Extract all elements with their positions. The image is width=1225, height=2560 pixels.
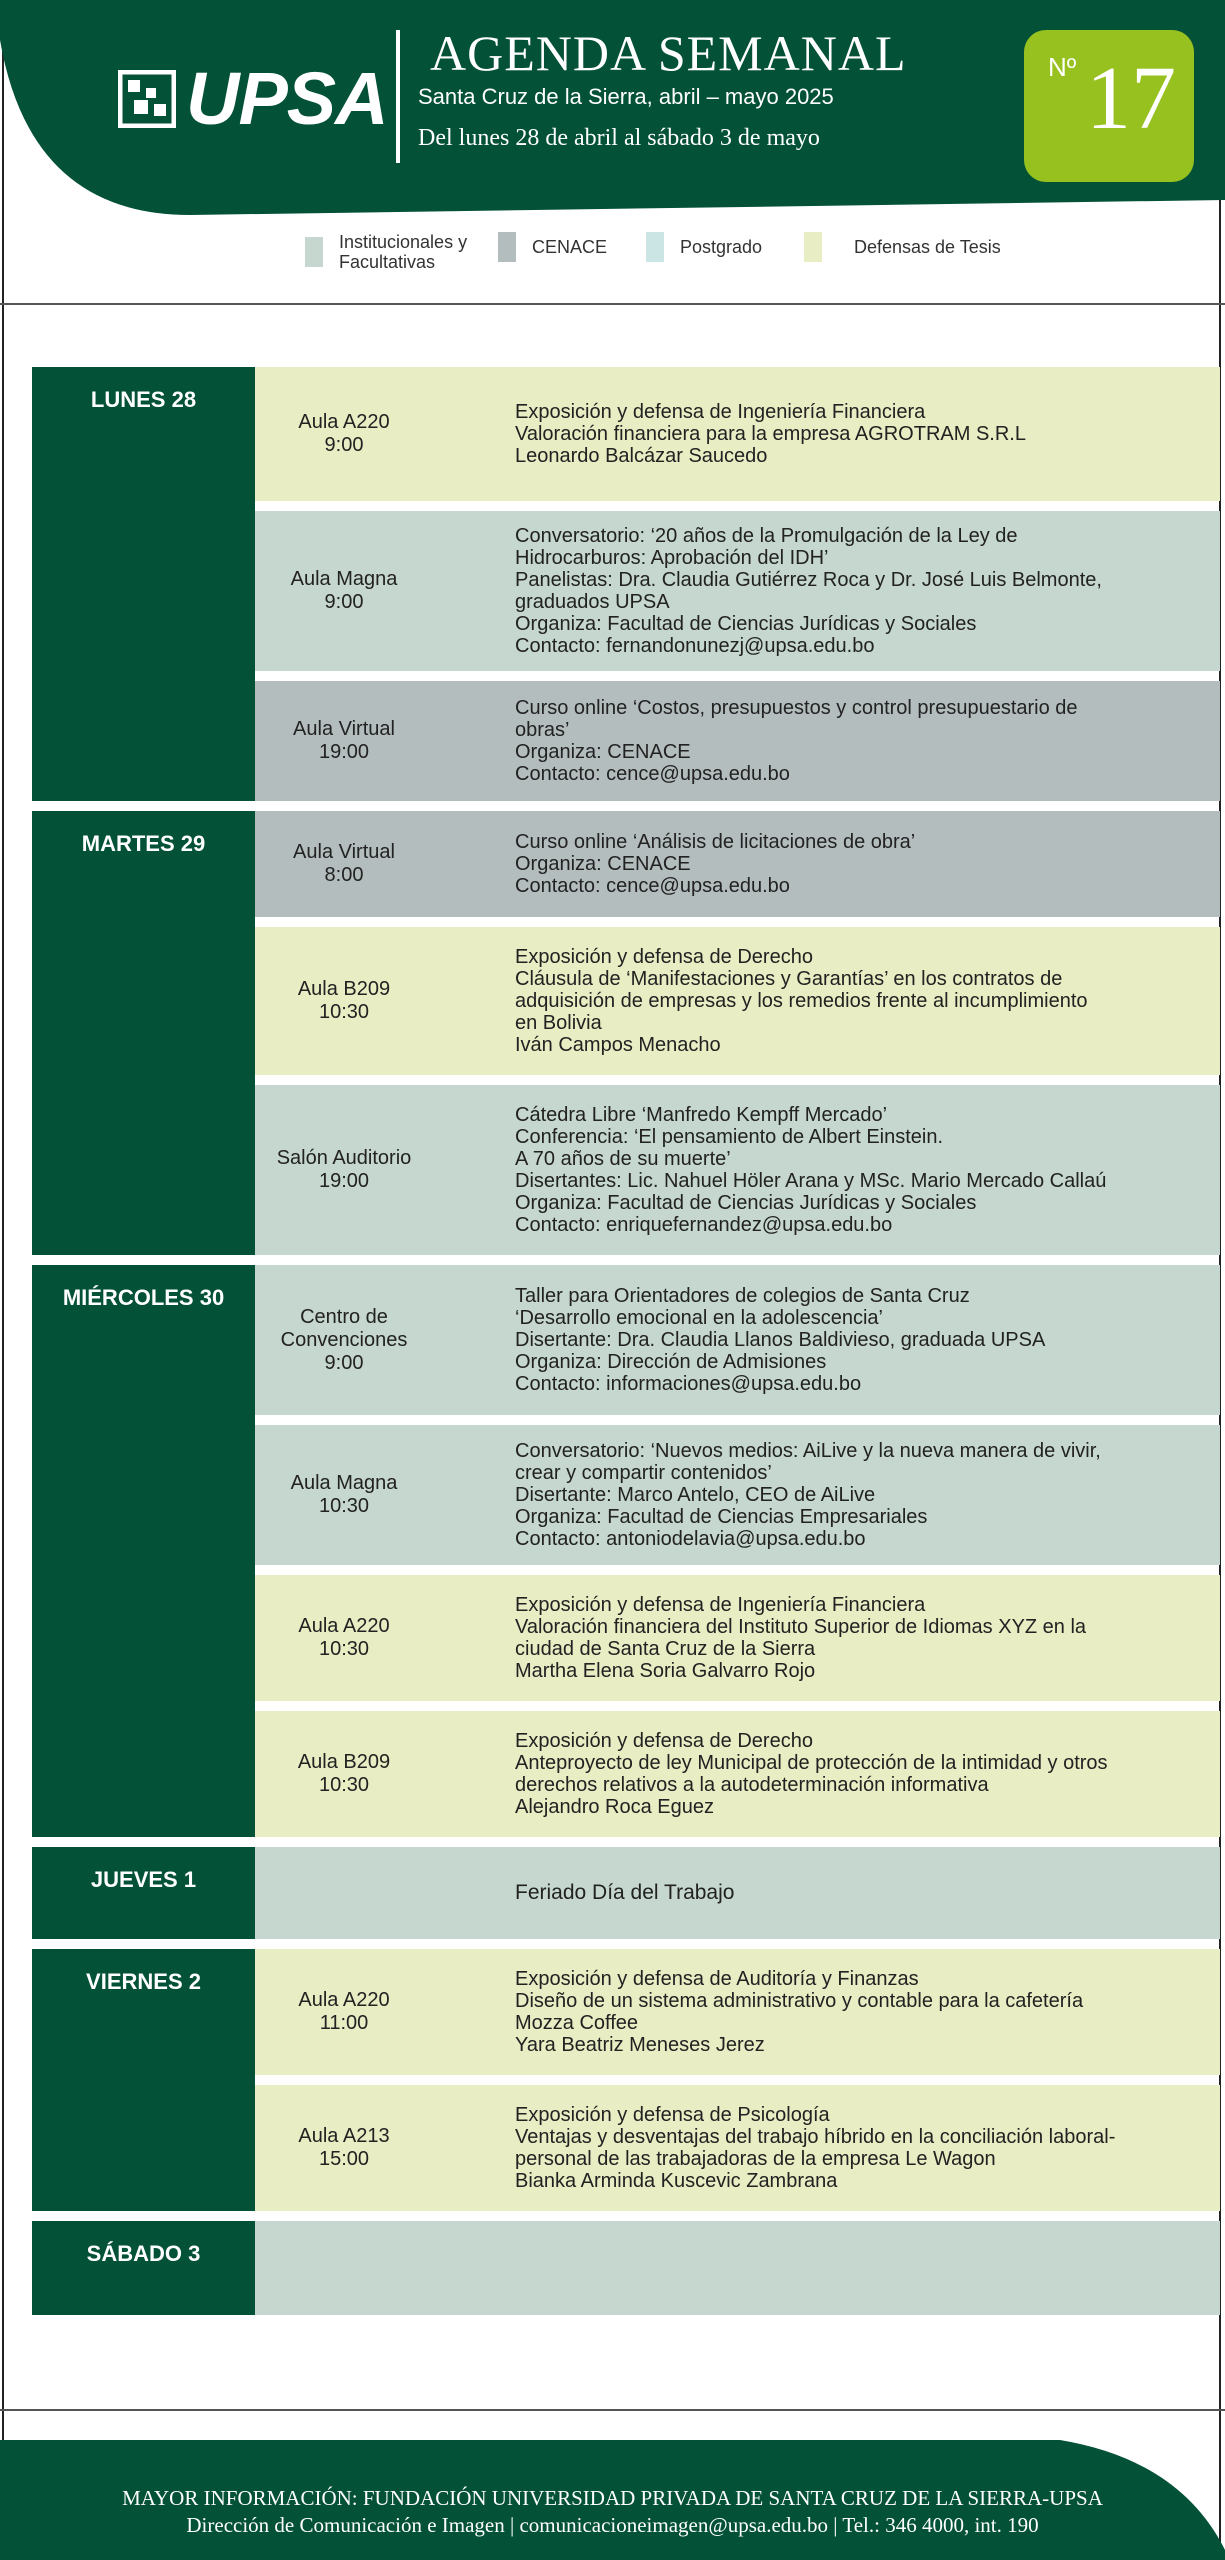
event-detail-line: Exposición y defensa de Ingeniería Financiera xyxy=(515,1594,926,1616)
event-details xyxy=(515,1730,1116,1818)
event-place-line: Aula B209 xyxy=(297,978,391,1000)
event-detail-line: Anteproyecto de ley Municipal de protección de la intimidad y otros xyxy=(515,1752,1108,1774)
event-place xyxy=(255,1751,433,1797)
event-detail-line: Exposición y defensa de Derecho xyxy=(515,1730,813,1752)
event-row xyxy=(255,1425,1220,1565)
event-detail-line: Bianka Arminda Kuscevic Zambrana xyxy=(515,2170,838,2192)
day-block xyxy=(32,811,1220,1255)
legend-item-institucionales xyxy=(305,232,479,272)
event-details xyxy=(515,1882,742,1904)
event-place xyxy=(255,978,433,1024)
event-row xyxy=(255,2085,1220,2211)
event-row xyxy=(255,1711,1220,1837)
event-detail-line: graduados UPSA xyxy=(515,591,670,613)
upsa-logo xyxy=(118,57,388,140)
day-label: LUNES 28 xyxy=(32,367,255,801)
event-detail-line: Disertante: Marco Antelo, CEO de AiLive xyxy=(515,1484,876,1506)
event-detail-line: Disertante: Dra. Claudia Llanos Baldivieso, graduada UPSA xyxy=(515,1329,1046,1351)
event-details xyxy=(515,1594,1094,1682)
event-row xyxy=(255,1265,1220,1415)
event-detail-line: Organiza: CENACE xyxy=(515,853,691,875)
event-row xyxy=(255,1847,1220,1939)
event-detail-line: Exposición y defensa de Ingeniería Financiera xyxy=(515,401,926,423)
event-detail-line: Feriado Día del Trabajo xyxy=(515,1881,735,1904)
header-divider xyxy=(396,30,400,163)
event-place-line: 10:30 xyxy=(318,1638,370,1660)
event-detail-line: Conversatorio: ‘20 años de la Promulgación de la Ley de xyxy=(515,525,1018,547)
event-detail-line: obras’ xyxy=(515,719,570,741)
divider-bottom xyxy=(0,2409,1225,2411)
legend-item-cenace xyxy=(498,232,607,262)
divider-top xyxy=(0,303,1225,305)
event-detail-line: adquisición de empresas y los remedios frente al incumplimiento xyxy=(515,990,1088,1012)
event-place-line: Aula A213 xyxy=(298,2125,390,2147)
logo-text: UPSA xyxy=(186,57,388,140)
day-block xyxy=(32,367,1220,801)
event-place-line: 11:00 xyxy=(319,2012,369,2034)
event-place-line: Aula Magna xyxy=(290,1472,398,1494)
event-place-line: Convenciones xyxy=(280,1328,408,1351)
day-block xyxy=(32,1265,1220,1837)
event-place xyxy=(255,411,433,457)
event-detail-line: Panelistas: Dra. Claudia Gutiérrez Roca y Dr. José Luis Belmonte, xyxy=(515,569,1102,591)
event-place-line: 10:30 xyxy=(318,1001,370,1023)
event-place-line: 15:00 xyxy=(318,2148,370,2170)
upsa-logo-icon xyxy=(118,70,176,128)
schedule xyxy=(32,367,1220,2325)
day-label: JUEVES 1 xyxy=(32,1847,255,1939)
event-place xyxy=(255,1306,433,1375)
page-title: AGENDA SEMANAL xyxy=(430,25,907,81)
event-details xyxy=(515,1440,1109,1550)
event-detail-line: Exposición y defensa de Derecho xyxy=(515,946,813,968)
event-detail-line: Conversatorio: ‘Nuevos medios: AiLive y la nueva manera de vivir, xyxy=(515,1440,1101,1462)
event-detail-line: Diseño de un sistema administrativo y contable para la cafetería xyxy=(515,1990,1084,2012)
event-row xyxy=(255,2221,1220,2315)
event-detail-line: Hidrocarburos: Aprobación del IDH’ xyxy=(515,547,829,569)
event-details xyxy=(515,1104,1114,1236)
legend-swatch xyxy=(804,232,822,262)
event-detail-line: Disertantes: Lic. Nahuel Höler Arana y MSc. Mario Mercado Callaú xyxy=(515,1170,1107,1192)
event-place-line: Aula A220 xyxy=(298,411,390,433)
event-place-line: 9:00 xyxy=(324,591,364,613)
day-label: MIÉRCOLES 30 xyxy=(32,1265,255,1837)
event-row xyxy=(255,1949,1220,2075)
event-detail-line: Cláusula de ‘Manifestaciones y Garantías’ en los contratos de xyxy=(515,968,1063,990)
event-detail-line: Alejandro Roca Eguez xyxy=(515,1796,715,1818)
event-detail-line: personal de las trabajadoras de la empresa Le Wagon xyxy=(515,2148,996,2170)
legend-swatch xyxy=(305,237,323,267)
day-block xyxy=(32,1847,1220,1939)
page-subtitle: Santa Cruz de la Sierra, abril – mayo 2025 xyxy=(418,84,834,109)
issue-number: 17 xyxy=(1086,49,1176,148)
day-label: SÁBADO 3 xyxy=(32,2221,255,2315)
event-detail-line: Martha Elena Soria Galvarro Rojo xyxy=(515,1660,816,1682)
event-detail-line: Organiza: Dirección de Admisiones xyxy=(515,1351,827,1373)
legend-swatch xyxy=(646,232,664,262)
event-place xyxy=(255,1147,433,1193)
event-place-line: Aula Virtual xyxy=(293,718,395,740)
event-row xyxy=(255,511,1220,671)
legend-item-postgrado xyxy=(646,232,762,262)
event-row xyxy=(255,1575,1220,1701)
event-row xyxy=(255,681,1220,801)
event-detail-line: derechos relativos a la autodeterminación informativa xyxy=(515,1774,989,1796)
legend-swatch xyxy=(498,232,516,262)
event-detail-line: ciudad de Santa Cruz de la Sierra xyxy=(515,1638,816,1660)
day-events xyxy=(255,1265,1220,1837)
event-place-line: 9:00 xyxy=(324,434,364,456)
event-detail-line: A 70 años de su muerte’ xyxy=(515,1148,731,1170)
event-detail-line: Contacto: cence@upsa.edu.bo xyxy=(515,875,790,897)
event-place-line: Salón Auditorio xyxy=(276,1147,412,1169)
event-place-line: 10:30 xyxy=(318,1774,370,1796)
legend-label: Defensas de Tesis xyxy=(854,237,1001,257)
event-detail-line: Mozza Coffee xyxy=(515,2012,639,2034)
event-detail-line: Leonardo Balcázar Saucedo xyxy=(515,445,768,467)
event-detail-line: Cátedra Libre ‘Manfredo Kempff Mercado’ xyxy=(515,1104,888,1126)
event-place xyxy=(255,2125,433,2171)
event-detail-line: Organiza: Facultad de Ciencias Jurídicas y Sociales xyxy=(515,1192,977,1214)
footer-contact: Dirección de Comunicación e Imagen | comunicacioneimagen@upsa.edu.bo | Tel.: 346 4000, int. 190 xyxy=(186,2513,1039,2537)
day-block xyxy=(32,1949,1220,2211)
event-place xyxy=(255,1615,433,1661)
legend-label: Postgrado xyxy=(680,237,763,257)
event-row xyxy=(255,1085,1220,1255)
event-details xyxy=(515,1285,1053,1395)
date-range: Del lunes 28 de abril al sábado 3 de mayo xyxy=(418,125,820,151)
issue-prefix: Nº xyxy=(1048,52,1077,82)
event-place-line: 9:00 xyxy=(324,1351,364,1374)
event-detail-line: ‘Desarrollo emocional en la adolescencia’ xyxy=(515,1307,883,1329)
event-place-line: Aula A220 xyxy=(298,1615,390,1637)
legend xyxy=(0,232,1225,272)
event-place xyxy=(255,841,433,887)
event-details xyxy=(515,831,923,897)
day-events xyxy=(255,1949,1220,2211)
event-detail-line: Contacto: enriquefernandez@upsa.edu.bo xyxy=(515,1214,893,1236)
event-detail-line: Exposición y defensa de Auditoría y Finanzas xyxy=(515,1968,919,1990)
legend-label: Institucionales y Facultativas xyxy=(339,232,468,272)
event-place xyxy=(255,1989,433,2035)
event-detail-line: Valoración financiera del Instituto Superior de Idiomas XYZ en la xyxy=(515,1616,1087,1638)
footer-info: MAYOR INFORMACIÓN: FUNDACIÓN UNIVERSIDAD PRIVADA DE SANTA CRUZ DE LA SIERRA-UPSA xyxy=(122,2486,1103,2510)
event-detail-line: Valoración financiera para la empresa AGROTRAM S.R.L xyxy=(515,423,1026,445)
event-detail-line: Iván Campos Menacho xyxy=(515,1034,721,1056)
day-events xyxy=(255,367,1220,801)
event-detail-line: Conferencia: ‘El pensamiento de Albert Einstein. xyxy=(515,1126,944,1148)
event-place xyxy=(255,1472,433,1518)
event-details xyxy=(515,946,1096,1056)
event-detail-line: Ventajas y desventajas del trabajo híbrido en la conciliación laboral- xyxy=(515,2126,1116,2148)
event-details xyxy=(515,697,1086,785)
legend-label: CENACE xyxy=(532,237,608,257)
header xyxy=(0,0,1225,215)
event-detail-line: crear y compartir contenidos’ xyxy=(515,1462,772,1484)
event-row xyxy=(255,367,1220,501)
day-events xyxy=(255,1847,1220,1939)
event-place xyxy=(255,568,433,614)
day-label: VIERNES 2 xyxy=(32,1949,255,2211)
event-details xyxy=(515,1968,1091,2056)
event-place-line: 19:00 xyxy=(318,1170,370,1192)
event-place xyxy=(255,718,433,764)
event-place-line: 10:30 xyxy=(318,1495,370,1517)
event-detail-line: Curso online ‘Análisis de licitaciones de obra’ xyxy=(515,831,916,853)
event-details xyxy=(515,2104,1123,2192)
day-label: MARTES 29 xyxy=(32,811,255,1255)
event-details xyxy=(515,525,1110,657)
event-place-line: Aula Virtual xyxy=(293,841,395,863)
event-row xyxy=(255,927,1220,1075)
event-detail-line: Organiza: Facultad de Ciencias Jurídicas y Sociales xyxy=(515,613,977,635)
event-place-line: Aula Magna xyxy=(290,568,398,590)
day-events xyxy=(255,811,1220,1255)
event-detail-line: Yara Beatriz Meneses Jerez xyxy=(515,2034,765,2056)
event-detail-line: Organiza: Facultad de Ciencias Empresariales xyxy=(515,1506,928,1528)
event-detail-line: Taller para Orientadores de colegios de Santa Cruz xyxy=(515,1285,970,1307)
event-detail-line: Exposición y defensa de Psicología xyxy=(515,2104,830,2126)
event-detail-line: en Bolivia xyxy=(515,1012,602,1034)
event-place-line: Aula A220 xyxy=(298,1989,390,2011)
issue-badge xyxy=(1024,30,1194,182)
event-place-line: 8:00 xyxy=(324,864,364,886)
event-detail-line: Contacto: antoniodelavia@upsa.edu.bo xyxy=(515,1528,866,1550)
event-place-line: Aula B209 xyxy=(297,1751,391,1773)
day-block xyxy=(32,2221,1220,2315)
event-details xyxy=(515,401,1034,467)
event-row xyxy=(255,811,1220,917)
event-detail-line: Contacto: fernandonunezj@upsa.edu.bo xyxy=(515,635,875,657)
event-detail-line: Curso online ‘Costos, presupuestos y control presupuestario de xyxy=(515,697,1078,719)
event-detail-line: Contacto: cence@upsa.edu.bo xyxy=(515,763,790,785)
event-detail-line: Contacto: informaciones@upsa.edu.bo xyxy=(515,1373,862,1395)
event-place-line: 19:00 xyxy=(318,741,370,763)
event-detail-line: Organiza: CENACE xyxy=(515,741,691,763)
day-events xyxy=(255,2221,1220,2315)
legend-item-defensas xyxy=(804,232,1001,262)
event-place-line: Centro de xyxy=(300,1305,388,1328)
